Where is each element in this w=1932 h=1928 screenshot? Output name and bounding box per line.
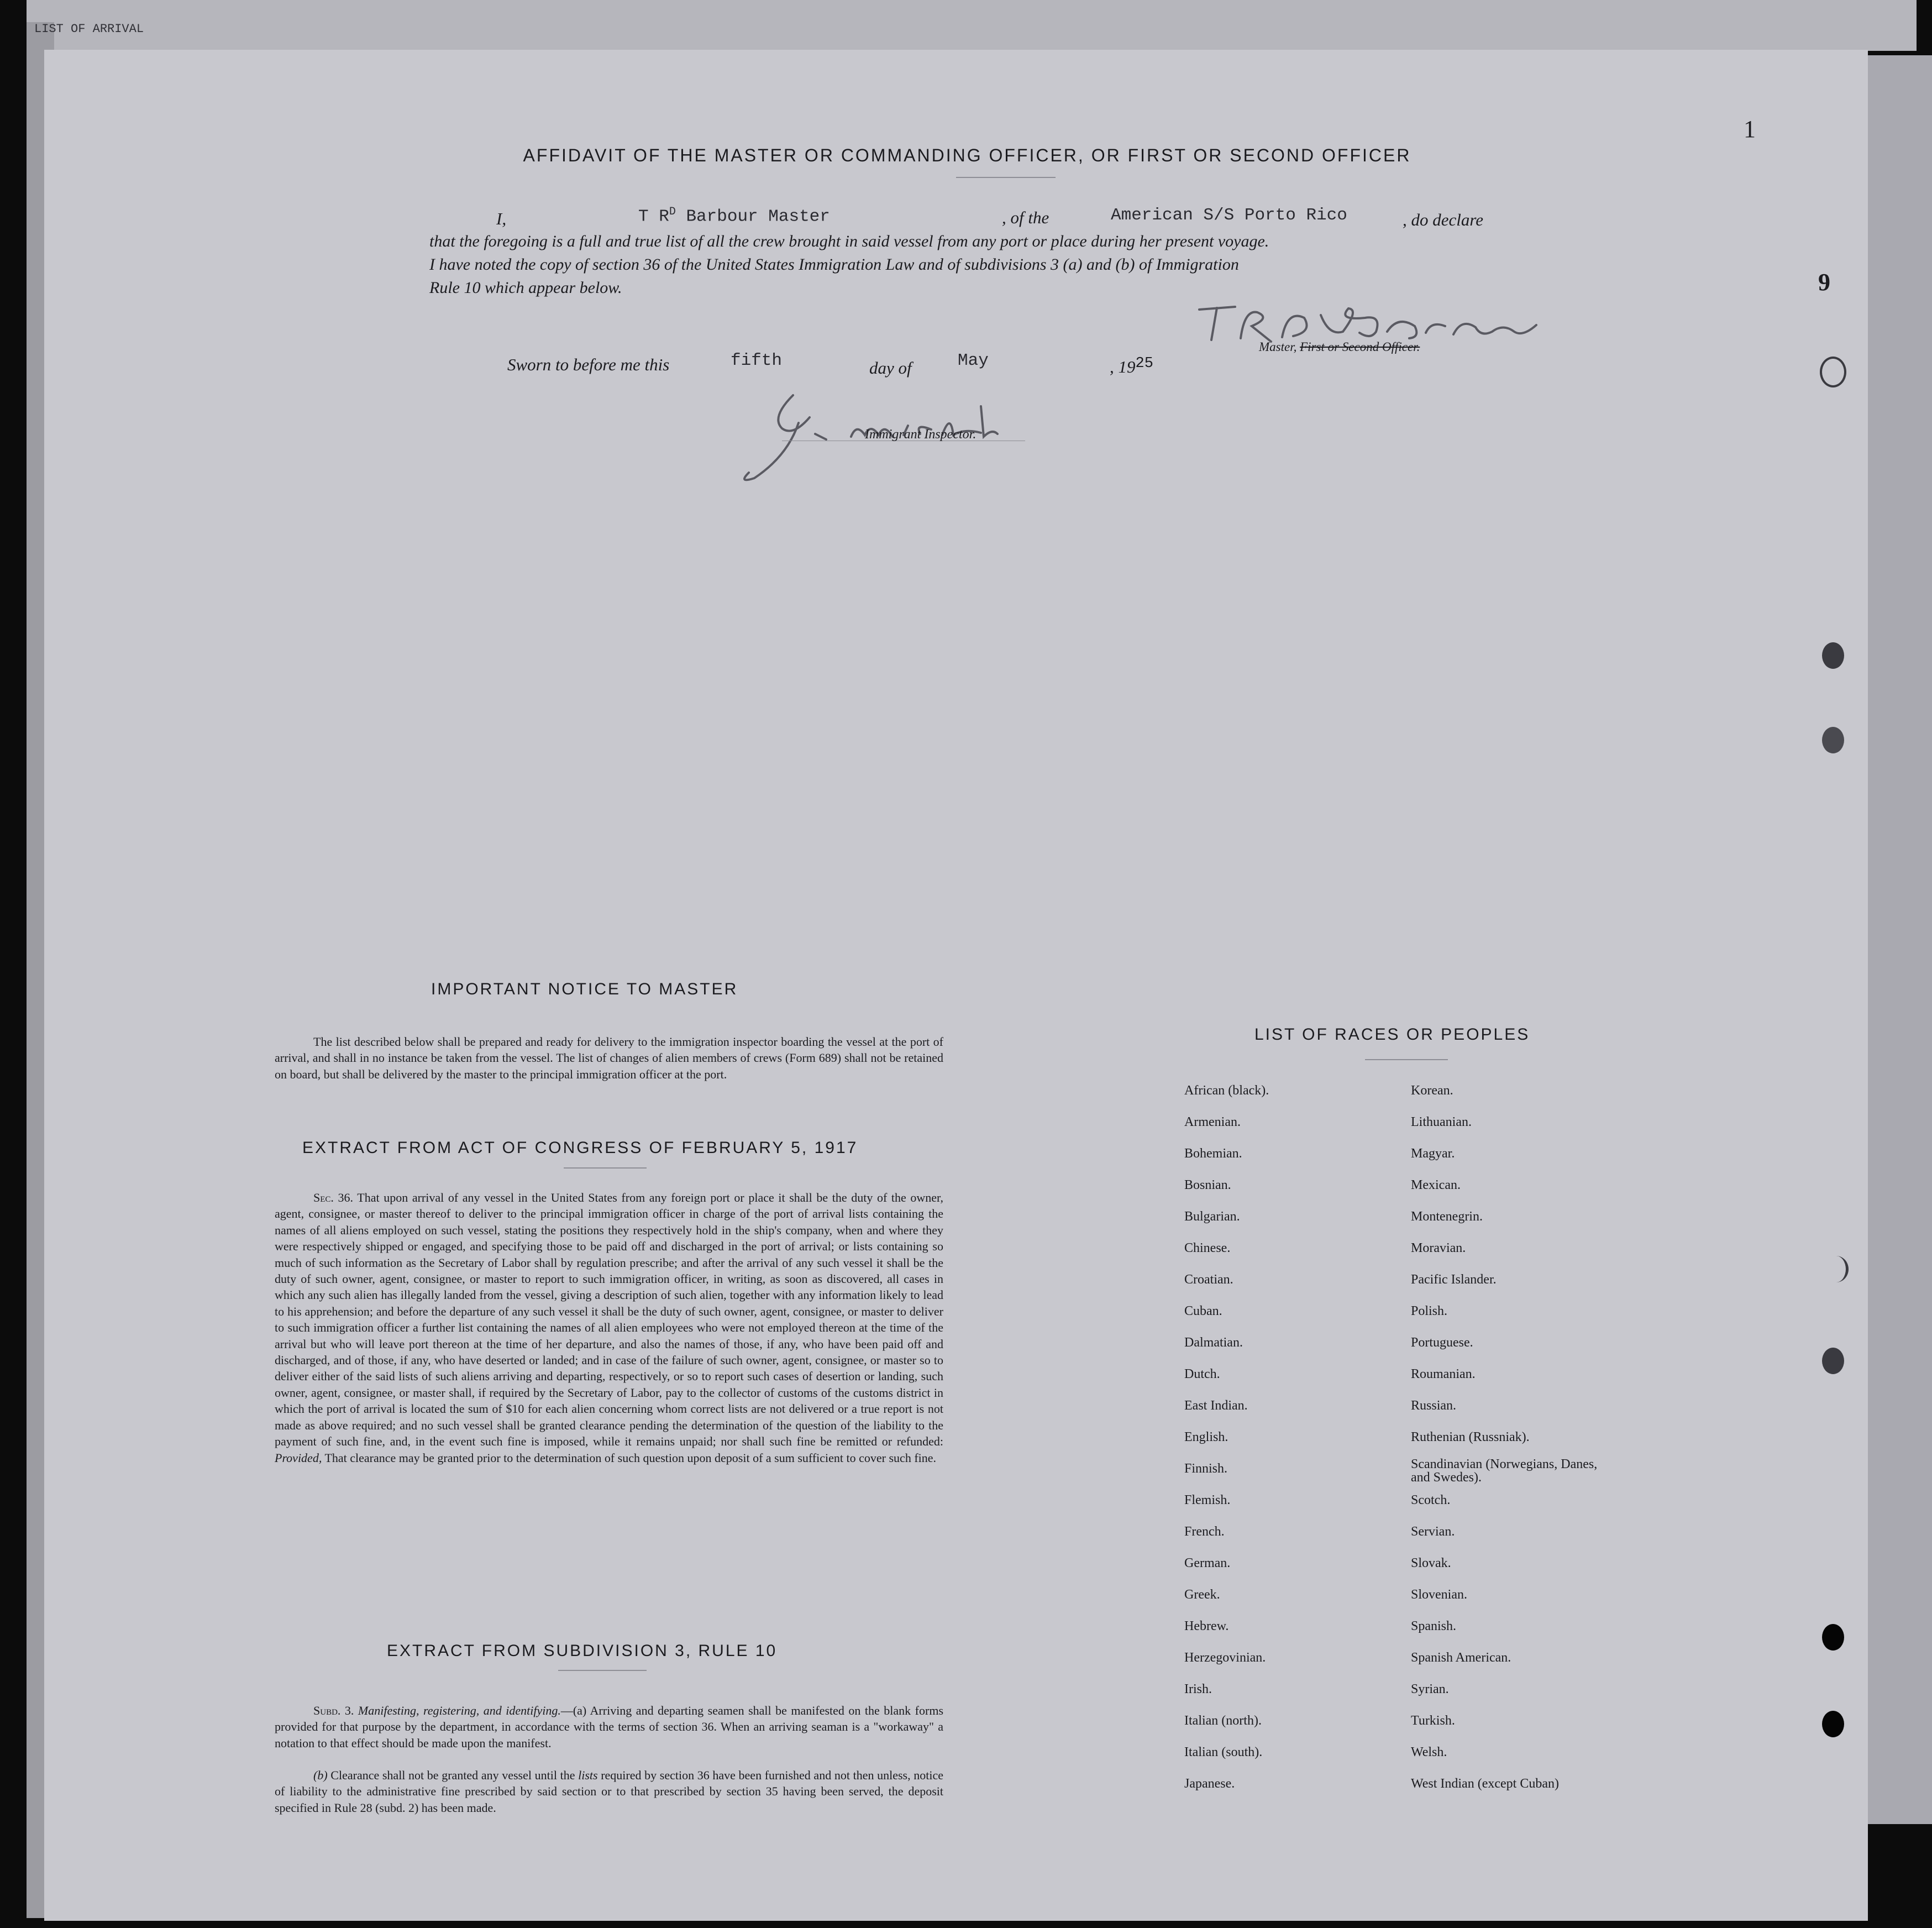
race-item: Montenegrin. bbox=[1411, 1209, 1483, 1224]
races-title-rule bbox=[1365, 1059, 1448, 1060]
sworn-day: fifth bbox=[731, 351, 783, 370]
act-extract-title: EXTRACT FROM ACT OF CONGRESS OF FEBRUARY 5, 1917 bbox=[302, 1139, 858, 1157]
race-item: German. bbox=[1184, 1556, 1231, 1570]
officer-name: T R bbox=[638, 207, 669, 227]
sworn-month: May bbox=[958, 351, 989, 370]
race-item: Scotch. bbox=[1411, 1493, 1451, 1507]
race-item: Mexican. bbox=[1411, 1178, 1461, 1192]
race-item: Bosnian. bbox=[1184, 1178, 1231, 1192]
race-item: Moravian. bbox=[1411, 1241, 1466, 1255]
rule-extract-title: EXTRACT FROM SUBDIVISION 3, RULE 10 bbox=[387, 1642, 778, 1660]
underlying-sheet-label: LIST OF ARRIVAL bbox=[34, 22, 144, 36]
race-item: East Indian. bbox=[1184, 1398, 1248, 1413]
race-item: Spanish American. bbox=[1411, 1651, 1511, 1665]
underlying-sheet-right bbox=[1857, 55, 1932, 1824]
race-item: French. bbox=[1184, 1524, 1225, 1539]
race-item: Turkish. bbox=[1411, 1714, 1455, 1728]
race-item: Greek. bbox=[1184, 1588, 1220, 1602]
notice-title: IMPORTANT NOTICE TO MASTER bbox=[431, 980, 738, 998]
race-item: Finnish. bbox=[1184, 1461, 1228, 1476]
race-item: Welsh. bbox=[1411, 1745, 1447, 1759]
race-item: Korean. bbox=[1411, 1083, 1453, 1098]
binder-hole bbox=[1820, 357, 1846, 387]
race-item: Pacific Islander. bbox=[1411, 1272, 1497, 1287]
race-item: Bulgarian. bbox=[1184, 1209, 1240, 1224]
race-item: Dalmatian. bbox=[1184, 1335, 1243, 1350]
race-item: Magyar. bbox=[1411, 1146, 1455, 1161]
race-item: Japanese. bbox=[1184, 1777, 1235, 1791]
rule-extract-rule bbox=[558, 1670, 647, 1671]
master-caption bbox=[1259, 340, 1420, 354]
binder-hole bbox=[1822, 1624, 1844, 1651]
race-item: Ruthenian (Russniak). bbox=[1411, 1430, 1530, 1444]
master-caption-label: Master, bbox=[1259, 340, 1297, 354]
act-extract-body bbox=[275, 1190, 943, 1466]
race-item: Irish. bbox=[1184, 1682, 1212, 1696]
binder-hole bbox=[1824, 1256, 1849, 1282]
affidavit-line-2: that the foregoing is a full and true list of all the crew brought in said vessel from any port or place during her present voyage. bbox=[429, 232, 1269, 250]
sworn-year bbox=[1110, 357, 1153, 378]
subdivision-label: Subd. 3. bbox=[313, 1704, 354, 1717]
section-text: That upon arrival of any vessel in the United States from any foreign port or place it shall be the duty of the owner, agent, consignee, or master thereof to deliver to the principal immigration officer in charge of the port of arrival lists containing the names of all aliens employed on such vessel, stating the positions they respectively hold in the ship's company, when and where they were respectively shipped or engaged, and specifying those to be paid off and discharged in the port of arrival; or lists containing so much of such information as the Secretary of Labor shall by regulation prescribe; and after the arrival of any such vessel it shall be the duty of such owner, agent, consignee, or master to report to such immigration officer, in writing, as soon as discovered, all cases in which any such alien has illegally landed from the vessel, giving a description of such alien, together with any information likely to lead to his apprehension; and before the departure of any such vessel it shall be the duty of such owner, agent, consignee, or master to deliver to such immigration officer a further list containing the names of all alien employees who were not employed thereon at the time of the arrival but who will leave port thereon at the time of her departure, and also the names of those, if any, who have been paid off and discharged, and of those, if any, who have deserted or landed; and in case of the failure of such owner, agent, consignee, or master so to deliver either of the said lists of such aliens arriving and departing, respectively, or so to report such cases of desertion or landing, such owner, agent, consignee, or master shall, if required by the Secretary of Labor, pay to the collector of customs of the customs district in which the port of arrival is located the sum of $10 for each alien concerning whom correct lists are not delivered or a true report is not made as above required; and no such vessel shall be granted clearance pending the determination of the question of the liability to the payment of such fine, and, in the event such fine is imposed, while it remains unpaid; nor shall such fine be remitted or refunded: bbox=[275, 1191, 944, 1449]
page-number: 1 bbox=[1744, 116, 1756, 143]
race-item: Cuban. bbox=[1184, 1304, 1222, 1318]
race-item: Hebrew. bbox=[1184, 1619, 1229, 1633]
sworn-prefix: Sworn to before me this bbox=[507, 355, 670, 374]
provided-word: Provided, bbox=[275, 1450, 322, 1465]
race-item: Bohemian. bbox=[1184, 1146, 1242, 1161]
binder-hole bbox=[1822, 642, 1844, 669]
binder-hole bbox=[1822, 727, 1844, 753]
para-a-text: Arriving and departing seamen shall be manifested on the blank forms provided for that purpose by the department, in accordance with the terms of section 36. When an arriving seaman is a "workaway" a notation to that effect should be made upon the manifest. bbox=[275, 1704, 943, 1750]
para-a-mark: —(a) bbox=[560, 1704, 587, 1717]
binder-hole bbox=[1822, 1348, 1844, 1374]
race-item: Russian. bbox=[1411, 1398, 1457, 1413]
year-prefix: , 19 bbox=[1110, 357, 1136, 376]
act-extract-rule bbox=[564, 1167, 647, 1169]
rule-extract-para-b bbox=[275, 1767, 943, 1816]
day-of-text: day of bbox=[869, 358, 912, 378]
race-item: Flemish. bbox=[1184, 1493, 1231, 1507]
para-b-lists: lists bbox=[578, 1768, 598, 1782]
officer-name-field bbox=[638, 206, 830, 226]
affidavit-title: AFFIDAVIT OF THE MASTER OR COMMANDING OFFICER, OR FIRST OR SECOND OFFICER bbox=[523, 145, 1411, 165]
race-item: Dutch. bbox=[1184, 1367, 1220, 1381]
race-item: English. bbox=[1184, 1430, 1229, 1444]
underlying-sheet-top bbox=[27, 0, 1917, 51]
race-item: Servian. bbox=[1411, 1524, 1455, 1539]
subdivision-heading: Manifesting, registering, and identifying. bbox=[358, 1704, 561, 1717]
para-b-mark: (b) bbox=[313, 1768, 328, 1782]
document-page bbox=[44, 50, 1868, 1921]
race-item: Slovak. bbox=[1411, 1556, 1451, 1570]
affidavit-line-4: Rule 10 which appear below. bbox=[429, 279, 622, 297]
races-right-column bbox=[1411, 1075, 1654, 1800]
race-item: Lithuanian. bbox=[1411, 1115, 1472, 1129]
race-item: Scandinavian (Norwegians, Danes, and Swedes). bbox=[1411, 1457, 1598, 1485]
struck-caption: First or Second Officer. bbox=[1300, 340, 1420, 354]
race-item: Herzegovinian. bbox=[1184, 1651, 1266, 1665]
do-declare-text: , do declare bbox=[1403, 210, 1484, 229]
officer-name-rest: Barbour Master bbox=[686, 207, 830, 227]
section-text-end: That clearance may be granted prior to the determination of such question upon deposit of a sum sufficient to cover such fine. bbox=[324, 1450, 937, 1465]
race-item: Syrian. bbox=[1411, 1682, 1449, 1696]
section-label: Sec. 36. bbox=[313, 1191, 354, 1204]
race-item: Portuguese. bbox=[1411, 1335, 1473, 1350]
race-item: Italian (south). bbox=[1184, 1745, 1263, 1759]
para-b-text-2: required by section 36 have been furnished and not then unless, notice of liability to the administrative fine prescribed by said section or to that prescribed by section 35 having been served, the deposit specified in Rule 28 (subd. 2) has been made. bbox=[275, 1768, 943, 1815]
race-item: Armenian. bbox=[1184, 1115, 1241, 1129]
race-item: Roumanian. bbox=[1411, 1367, 1476, 1381]
race-item: Polish. bbox=[1411, 1304, 1448, 1318]
binder-hole bbox=[1822, 1711, 1844, 1737]
affidavit-intro: I, bbox=[496, 209, 507, 228]
affidavit-line-3: I have noted the copy of section 36 of the United States Immigration Law and of subdivisions 3 (a) and (b) of Immigration bbox=[429, 255, 1239, 274]
race-item: West Indian (except Cuban) bbox=[1411, 1777, 1559, 1791]
race-item: Chinese. bbox=[1184, 1241, 1231, 1255]
inspector-caption: Immigrant Inspector. bbox=[865, 427, 977, 442]
margin-mark: 9 bbox=[1818, 269, 1830, 296]
affidavit-title-rule bbox=[956, 177, 1056, 178]
race-item: Italian (north). bbox=[1184, 1714, 1262, 1728]
race-item: African (black). bbox=[1184, 1083, 1269, 1098]
races-left-column bbox=[1184, 1075, 1394, 1800]
races-title: LIST OF RACES OR PEOPLES bbox=[1254, 1025, 1530, 1044]
rule-extract-para-a bbox=[275, 1702, 943, 1751]
race-item: Spanish. bbox=[1411, 1619, 1457, 1633]
vessel-name: American S/S Porto Rico bbox=[1111, 206, 1347, 225]
officer-name-superscript: D bbox=[669, 206, 676, 218]
of-the-text: , of the bbox=[1002, 208, 1049, 227]
year-suffix: 25 bbox=[1135, 355, 1153, 372]
race-item: Croatian. bbox=[1184, 1272, 1233, 1287]
para-b-text-1: Clearance shall not be granted any vessel until the bbox=[330, 1768, 575, 1782]
race-item: Slovenian. bbox=[1411, 1588, 1467, 1602]
notice-body: The list described below shall be prepared and ready for delivery to the immigration inspector boarding the vessel at the port of arrival, and shall in no instance be taken from the vessel. The list of changes of alien members of crews (Form 689) shall not be retained on board, but shall be delivered by the master to the principal immigration officer at the port. bbox=[275, 1035, 943, 1081]
